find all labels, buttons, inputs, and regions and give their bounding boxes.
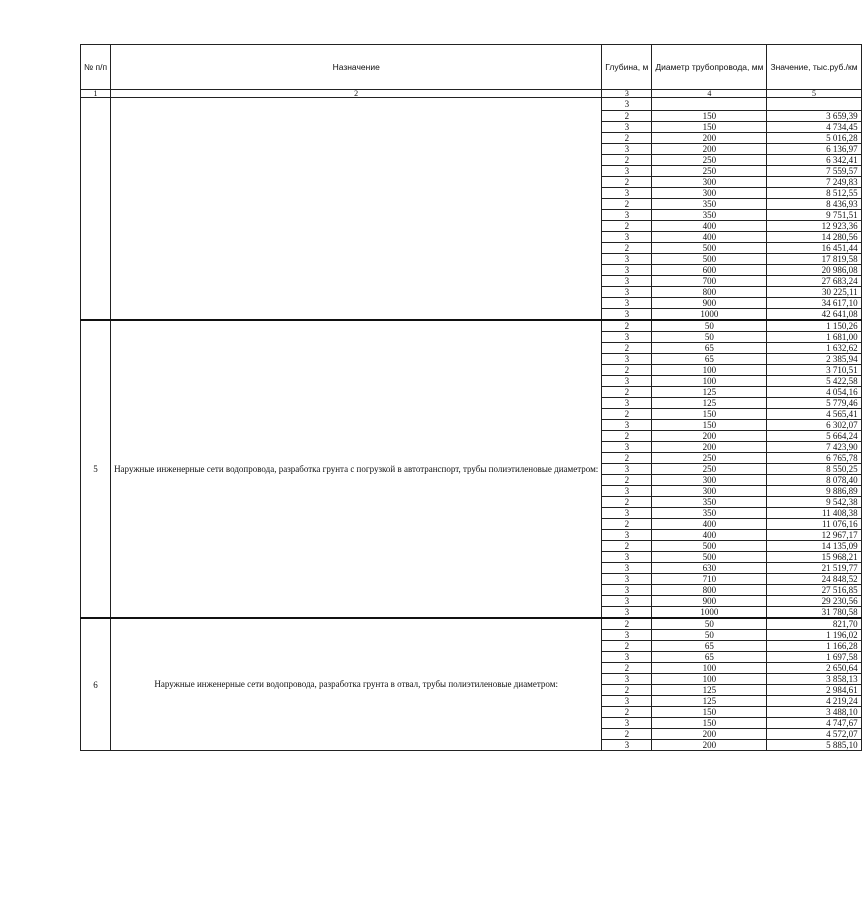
depth-cell: 2: [602, 387, 652, 398]
diameter-cell: 100: [652, 376, 767, 387]
value-cell: 5 422,58: [767, 376, 861, 387]
diameter-cell: 100: [652, 365, 767, 376]
diameter-cell: 250: [652, 166, 767, 177]
diameter-cell: 1000: [652, 309, 767, 321]
diameter-cell: 200: [652, 431, 767, 442]
diameter-cell: 350: [652, 497, 767, 508]
value-cell: 7 423,90: [767, 442, 861, 453]
header-purpose: Назначение: [111, 45, 602, 90]
value-cell: 1 632,62: [767, 343, 861, 354]
depth-cell: 3: [602, 508, 652, 519]
diameter-cell: 125: [652, 696, 767, 707]
depth-cell: 3: [602, 596, 652, 607]
value-cell: 1 150,26: [767, 320, 861, 332]
diameter-cell: 65: [652, 652, 767, 663]
diameter-cell: 250: [652, 464, 767, 475]
diameter-cell: 1000: [652, 607, 767, 619]
value-cell: 14 280,56: [767, 232, 861, 243]
value-cell: 27 683,24: [767, 276, 861, 287]
value-cell: 3 710,51: [767, 365, 861, 376]
depth-cell: 3: [602, 486, 652, 497]
value-cell: 21 519,77: [767, 563, 861, 574]
depth-cell: 3: [602, 398, 652, 409]
diameter-cell: 200: [652, 729, 767, 740]
depth-cell: 3: [602, 354, 652, 365]
depth-cell: 2: [602, 199, 652, 210]
table-row: [81, 320, 862, 332]
depth-cell: 3: [602, 585, 652, 596]
depth-cell: 3: [602, 166, 652, 177]
value-cell: 2 385,94: [767, 354, 861, 365]
value-cell: 821,70: [767, 618, 861, 630]
diameter-cell: 400: [652, 232, 767, 243]
diameter-cell: 350: [652, 199, 767, 210]
diameter-cell: 700: [652, 276, 767, 287]
diameter-cell: 710: [652, 574, 767, 585]
value-cell: 12 967,17: [767, 530, 861, 541]
depth-cell: 2: [602, 729, 652, 740]
value-cell: 5 664,24: [767, 431, 861, 442]
table-header-row: [81, 45, 862, 90]
value-cell: 1 196,02: [767, 630, 861, 641]
depth-cell: 2: [602, 320, 652, 332]
diameter-cell: 65: [652, 354, 767, 365]
diameter-cell: 400: [652, 221, 767, 232]
depth-cell: 3: [602, 574, 652, 585]
depth-cell: 3: [602, 210, 652, 221]
diameter-cell: 400: [652, 519, 767, 530]
table-row: [81, 618, 862, 630]
depth-cell: 3: [602, 188, 652, 199]
depth-cell: 2: [602, 177, 652, 188]
diameter-cell: 900: [652, 596, 767, 607]
column-number: 1: [81, 90, 111, 98]
diameter-cell: 630: [652, 563, 767, 574]
diameter-cell: 200: [652, 442, 767, 453]
value-cell: 6 765,78: [767, 453, 861, 464]
value-cell: 1 681,00: [767, 332, 861, 343]
depth-cell: 3: [602, 287, 652, 298]
diameter-cell: 400: [652, 530, 767, 541]
diameter-cell: 100: [652, 674, 767, 685]
value-cell: 9 886,89: [767, 486, 861, 497]
diameter-cell: 500: [652, 254, 767, 265]
depth-cell: 2: [602, 497, 652, 508]
diameter-cell: 900: [652, 298, 767, 309]
row-purpose: [111, 98, 602, 321]
value-cell: 11 076,16: [767, 519, 861, 530]
value-cell: 3 858,13: [767, 674, 861, 685]
value-cell: 5 016,28: [767, 133, 861, 144]
value-cell: 5 779,46: [767, 398, 861, 409]
depth-cell: 2: [602, 155, 652, 166]
value-cell: 6 302,07: [767, 420, 861, 431]
value-cell: 14 135,09: [767, 541, 861, 552]
depth-cell: 3: [602, 144, 652, 155]
row-number: 6: [81, 618, 111, 751]
value-cell: 9 751,51: [767, 210, 861, 221]
value-cell: 20 986,08: [767, 265, 861, 276]
column-number: 5: [767, 90, 861, 98]
diameter-cell: 300: [652, 188, 767, 199]
value-cell: 6 342,41: [767, 155, 861, 166]
depth-cell: 3: [602, 630, 652, 641]
value-cell: 15 968,21: [767, 552, 861, 563]
diameter-cell: 300: [652, 486, 767, 497]
depth-cell: 3: [602, 652, 652, 663]
value-cell: 4 565,41: [767, 409, 861, 420]
row-purpose: Наружные инженерные сети водопровода, разработка грунта с погрузкой в автотранспорт, трубы полиэтиленовые диаметром:: [111, 320, 602, 618]
value-cell: 2 650,64: [767, 663, 861, 674]
diameter-cell: 50: [652, 332, 767, 343]
value-cell: 17 819,58: [767, 254, 861, 265]
value-cell: [767, 98, 861, 111]
diameter-cell: 125: [652, 398, 767, 409]
diameter-cell: 500: [652, 243, 767, 254]
value-cell: 8 512,55: [767, 188, 861, 199]
header-depth: Глубина, м: [602, 45, 652, 90]
depth-cell: 2: [602, 133, 652, 144]
diameter-cell: 65: [652, 641, 767, 652]
diameter-cell: 100: [652, 663, 767, 674]
column-number-row: [81, 90, 862, 98]
depth-cell: 2: [602, 663, 652, 674]
column-number: 4: [652, 90, 767, 98]
table-body: [81, 98, 862, 751]
diameter-cell: 300: [652, 475, 767, 486]
diameter-cell: 125: [652, 685, 767, 696]
depth-cell: 3: [602, 298, 652, 309]
value-cell: 4 219,24: [767, 696, 861, 707]
value-cell: 4 054,16: [767, 387, 861, 398]
diameter-cell: 200: [652, 740, 767, 751]
value-cell: 5 885,10: [767, 740, 861, 751]
diameter-cell: 350: [652, 508, 767, 519]
depth-cell: 3: [602, 376, 652, 387]
diameter-cell: 150: [652, 122, 767, 133]
depth-cell: 2: [602, 519, 652, 530]
value-cell: 1 697,58: [767, 652, 861, 663]
depth-cell: 3: [602, 332, 652, 343]
depth-cell: 3: [602, 420, 652, 431]
depth-cell: 3: [602, 442, 652, 453]
diameter-cell: 300: [652, 177, 767, 188]
value-cell: 4 734,45: [767, 122, 861, 133]
depth-cell: 3: [602, 674, 652, 685]
value-cell: 11 408,38: [767, 508, 861, 519]
depth-cell: 2: [602, 618, 652, 630]
value-cell: 27 516,85: [767, 585, 861, 596]
depth-cell: 3: [602, 98, 652, 111]
column-number: 2: [111, 90, 602, 98]
value-cell: 1 166,28: [767, 641, 861, 652]
depth-cell: 3: [602, 276, 652, 287]
diameter-cell: 500: [652, 541, 767, 552]
diameter-cell: 150: [652, 420, 767, 431]
tariff-table: [80, 44, 862, 751]
value-cell: 16 451,44: [767, 243, 861, 254]
header-num: № п/п: [81, 45, 111, 90]
value-cell: 29 230,56: [767, 596, 861, 607]
header-diameter: Диаметр трубопровода, мм: [652, 45, 767, 90]
diameter-cell: 200: [652, 133, 767, 144]
table-row: [81, 98, 862, 111]
diameter-cell: 500: [652, 552, 767, 563]
depth-cell: 2: [602, 641, 652, 652]
value-cell: 3 659,39: [767, 111, 861, 122]
row-number: 5: [81, 320, 111, 618]
value-cell: 6 136,97: [767, 144, 861, 155]
value-cell: 3 488,10: [767, 707, 861, 718]
value-cell: 7 559,57: [767, 166, 861, 177]
diameter-cell: 125: [652, 387, 767, 398]
diameter-cell: 800: [652, 287, 767, 298]
depth-cell: 3: [602, 696, 652, 707]
depth-cell: 2: [602, 221, 652, 232]
depth-cell: 3: [602, 552, 652, 563]
depth-cell: 3: [602, 309, 652, 321]
depth-cell: 2: [602, 431, 652, 442]
depth-cell: 3: [602, 607, 652, 619]
diameter-cell: 50: [652, 618, 767, 630]
row-purpose: Наружные инженерные сети водопровода, разработка грунта в отвал, трубы полиэтиленовые диаметром:: [111, 618, 602, 751]
diameter-cell: 150: [652, 718, 767, 729]
diameter-cell: 600: [652, 265, 767, 276]
depth-cell: 3: [602, 122, 652, 133]
value-cell: 4 572,07: [767, 729, 861, 740]
diameter-cell: 50: [652, 630, 767, 641]
value-cell: 30 225,11: [767, 287, 861, 298]
diameter-cell: 250: [652, 155, 767, 166]
diameter-cell: 350: [652, 210, 767, 221]
depth-cell: 3: [602, 530, 652, 541]
depth-cell: 3: [602, 740, 652, 751]
value-cell: 8 550,25: [767, 464, 861, 475]
depth-cell: 2: [602, 111, 652, 122]
value-cell: 8 078,40: [767, 475, 861, 486]
depth-cell: 3: [602, 254, 652, 265]
depth-cell: 2: [602, 707, 652, 718]
diameter-cell: 50: [652, 320, 767, 332]
value-cell: 42 641,08: [767, 309, 861, 321]
depth-cell: 3: [602, 232, 652, 243]
depth-cell: 2: [602, 685, 652, 696]
row-number: [81, 98, 111, 321]
diameter-cell: 250: [652, 453, 767, 464]
diameter-cell: 200: [652, 144, 767, 155]
value-cell: 7 249,83: [767, 177, 861, 188]
column-number: 3: [602, 90, 652, 98]
diameter-cell: [652, 98, 767, 111]
depth-cell: 2: [602, 243, 652, 254]
depth-cell: 2: [602, 453, 652, 464]
value-cell: 4 747,67: [767, 718, 861, 729]
depth-cell: 3: [602, 265, 652, 276]
depth-cell: 3: [602, 718, 652, 729]
value-cell: 2 984,61: [767, 685, 861, 696]
value-cell: 9 542,38: [767, 497, 861, 508]
value-cell: 8 436,93: [767, 199, 861, 210]
value-cell: 24 848,52: [767, 574, 861, 585]
depth-cell: 2: [602, 343, 652, 354]
value-cell: 31 780,58: [767, 607, 861, 619]
diameter-cell: 150: [652, 111, 767, 122]
diameter-cell: 65: [652, 343, 767, 354]
depth-cell: 2: [602, 541, 652, 552]
value-cell: 12 923,36: [767, 221, 861, 232]
diameter-cell: 800: [652, 585, 767, 596]
depth-cell: 3: [602, 563, 652, 574]
header-value: Значение, тыс.руб./км: [767, 45, 861, 90]
depth-cell: 3: [602, 464, 652, 475]
diameter-cell: 150: [652, 707, 767, 718]
depth-cell: 2: [602, 475, 652, 486]
diameter-cell: 150: [652, 409, 767, 420]
value-cell: 34 617,10: [767, 298, 861, 309]
depth-cell: 2: [602, 365, 652, 376]
depth-cell: 2: [602, 409, 652, 420]
